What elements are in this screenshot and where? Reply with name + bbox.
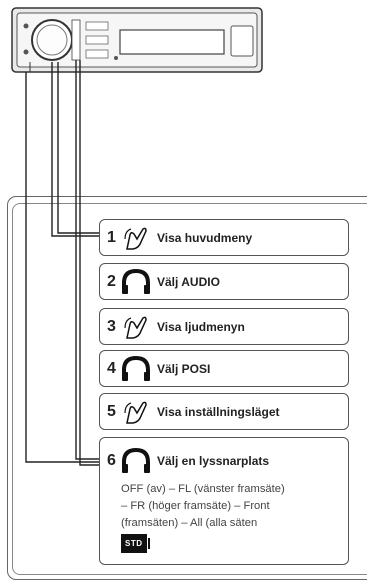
step-6 <box>99 437 349 565</box>
push-dial-icon <box>121 448 151 474</box>
step-1 <box>99 219 349 256</box>
step-5-label: Visa inställningsläget <box>157 404 280 419</box>
step-6-description <box>121 481 346 553</box>
car-stereo-illustration <box>0 0 367 120</box>
push-dial-icon <box>121 269 151 295</box>
step-6-label: Välj en lyssnarplats <box>157 454 270 468</box>
push-dial-icon <box>121 356 151 382</box>
step-3 <box>99 308 349 345</box>
step-1-number: 1 <box>107 228 116 246</box>
badge-marker <box>148 538 150 549</box>
rotate-dial-icon <box>121 314 151 340</box>
std-badge: STD <box>121 534 147 553</box>
step-6-header <box>100 448 269 474</box>
step-2-label: Välj AUDIO <box>157 274 220 289</box>
step-3-number: 3 <box>107 317 116 335</box>
description-line: – FR (höger framsäte) – Front <box>121 500 270 512</box>
description-line: (framsäten) – All (alla säten <box>121 517 258 529</box>
step-3-label: Visa ljudmenyn <box>157 319 245 334</box>
step-1-label: Visa huvudmeny <box>157 230 253 245</box>
step-4-label: Välj POSI <box>157 361 211 376</box>
step-5-number: 5 <box>107 402 116 420</box>
step-4-number: 4 <box>107 359 116 377</box>
step-2-number: 2 <box>107 272 116 290</box>
step-6-number: 6 <box>107 452 116 469</box>
step-4 <box>99 350 349 387</box>
rotate-dial-icon <box>121 225 151 251</box>
step-2 <box>99 263 349 300</box>
rotate-dial-icon <box>121 399 151 425</box>
badge-row <box>121 532 346 553</box>
description-line: OFF (av) – FL (vänster framsäte) <box>121 483 285 495</box>
step-5 <box>99 393 349 430</box>
